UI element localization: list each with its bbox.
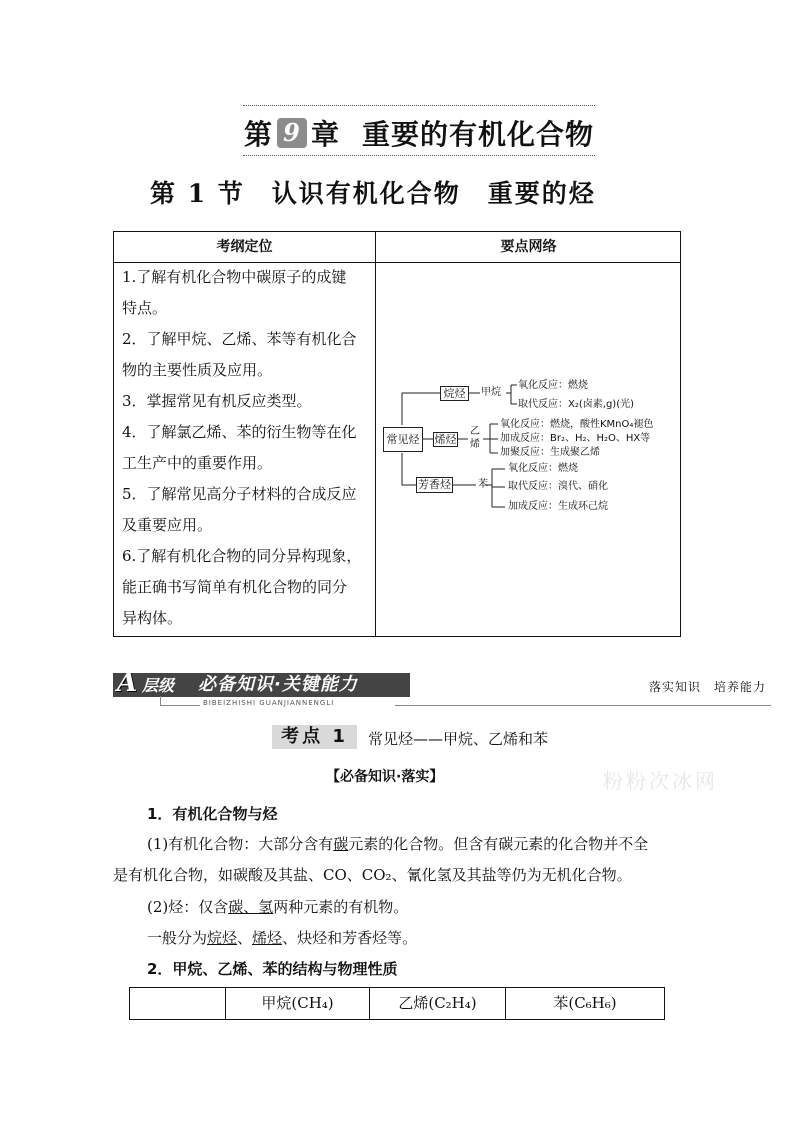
- text-run: 一般分为: [147, 929, 208, 947]
- diagram-alkene: 烯烃: [434, 433, 457, 446]
- paragraph-1b: 是有机化合物，如碳酸及其盐、CO、CO₂、氰化氢及其盐等仍为无机化合物。: [113, 866, 632, 884]
- diagram-alkene-r3: 加聚反应：生成聚乙烯: [500, 447, 600, 458]
- diagram-alkane-example: 甲烷: [481, 387, 501, 398]
- diagram-alkene-r2: 加成反应：Br₂、H₂、H₂O、HX等: [500, 433, 651, 444]
- kaodian-label: 考点 1: [272, 725, 357, 749]
- subheading: 【必备知识·落实】: [326, 769, 444, 785]
- diagram-aromatic-r2: 取代反应：溴代、硝化: [508, 481, 608, 492]
- objectives-list: [122, 262, 372, 634]
- objective-line: 5．了解常见高分子材料的合成反应: [122, 485, 357, 503]
- objective-line: 异构体。: [122, 609, 183, 627]
- diagram-aromatic-example: 苯: [478, 479, 488, 490]
- compare-header-methane: 甲烷(CH₄): [261, 994, 334, 1012]
- text-run: (2)烃：仅含: [147, 898, 229, 916]
- diagram-aromatic-r3: 加成反应：生成环己烷: [508, 501, 608, 512]
- header-objectives: 考纲定位: [216, 239, 273, 255]
- text-run: 、: [237, 929, 253, 947]
- chapter-prefix: 第: [243, 118, 273, 151]
- objective-line: 能正确书写简单有机化合物的同分: [122, 578, 348, 596]
- objective-line: 特点。: [122, 299, 168, 317]
- section-title: 第 1 节 认识有机化合物 重要的烃: [150, 179, 596, 208]
- banner-sub-tick: [160, 696, 161, 705]
- chapter-suffix: 章: [310, 118, 340, 151]
- chapter-title: [243, 112, 595, 154]
- banner-pinyin: BIBEIZHISHI GUANJIANNENGLI: [203, 699, 335, 707]
- objective-line: 3．掌握常见有机反应类型。: [122, 392, 312, 410]
- paragraph-3: [147, 927, 417, 948]
- underlined-term: 烷烃: [207, 929, 238, 947]
- level-letter: A: [117, 668, 138, 698]
- objective-line: 1.了解有机化合物中碳原子的成键: [122, 268, 347, 286]
- banner-rule: [395, 705, 771, 706]
- compare-header-empty: [130, 988, 225, 1019]
- text-run: 、炔烃和芳香烃等。: [282, 929, 418, 947]
- banner-sub-rule: [160, 705, 200, 706]
- underlined-term: 烯烃: [252, 929, 283, 947]
- diagram-alkene-r1: 氧化反应：燃烧，酸性KMnO₄褪色: [500, 419, 654, 430]
- diagram-alkane-r1: 氧化反应：燃烧: [518, 380, 588, 391]
- text-run: (1)有机化合物：大部分含有: [147, 835, 334, 853]
- objective-line: 及重要应用。: [122, 516, 213, 534]
- diagram-alkane: 烷烃: [440, 386, 469, 401]
- objective-line: 工生产中的重要作用。: [122, 454, 273, 472]
- banner-title: 必备知识·关键能力: [198, 674, 358, 695]
- chapter-bottom-rule: [243, 155, 595, 156]
- diagram-aromatic: 芳香烃: [418, 478, 451, 491]
- chapter-number: 9: [277, 118, 307, 148]
- compare-header-ethylene: 乙烯(C₂H₄): [398, 994, 477, 1012]
- compare-header-benzene: 苯(C₆H₆): [553, 994, 617, 1012]
- banner-right-text: 落实知识 培养能力: [648, 680, 766, 694]
- underlined-term: 碳: [333, 835, 349, 853]
- header-network: 要点网络: [500, 239, 557, 255]
- objective-line: 6.了解有机化合物的同分异构现象，: [122, 547, 362, 565]
- diagram-alkane-r2: 取代反应：X₂(卤素,g)(光): [518, 399, 634, 410]
- paragraph-2: [147, 896, 408, 917]
- diagram-alkene-example-top: 乙: [470, 426, 480, 437]
- objective-line: 物的主要性质及应用。: [122, 361, 273, 379]
- paragraph-1a: [147, 833, 648, 854]
- heading-1: 1．有机化合物与烃: [147, 805, 278, 823]
- chapter-name: 重要的有机化合物: [362, 118, 595, 151]
- diagram-aromatic-r1: 氧化反应：燃烧: [508, 463, 578, 474]
- text-run: 元素的化合物。但含有碳元素的化合物并不全: [348, 835, 649, 853]
- objective-line: 4．了解氯乙烯、苯的衍生物等在化: [122, 423, 357, 441]
- heading-2: 2．甲烷、乙烯、苯的结构与物理性质: [147, 960, 398, 978]
- watermark: 粉粉次冰网: [603, 769, 718, 793]
- text-run: 两种元素的有机物。: [273, 898, 409, 916]
- kaodian-title: 常见烃——甲烷、乙烯和苯: [368, 730, 549, 748]
- objective-line: 2．了解甲烷、乙烯、苯等有机化合: [122, 330, 357, 348]
- level-word: 层级: [142, 676, 175, 695]
- diagram-root: 常见烃: [383, 427, 423, 452]
- underlined-term: 碳、氢: [228, 898, 274, 916]
- compare-table: [129, 987, 665, 1020]
- diagram-alkene-example-bottom: 烯: [470, 439, 480, 450]
- chapter-top-rule: [243, 105, 595, 106]
